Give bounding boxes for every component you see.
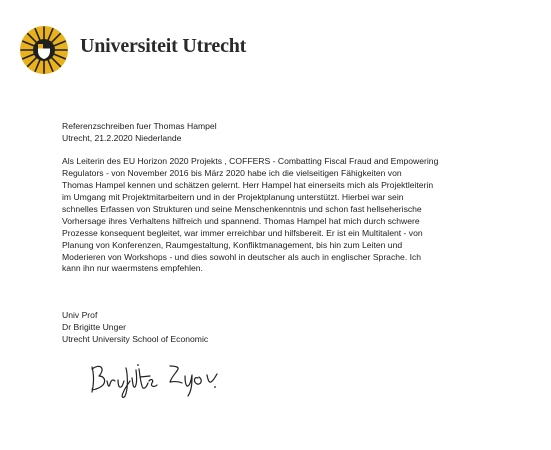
letterhead [18, 24, 338, 74]
letter-subject: Referenzschreiben fuer Thomas Hampel [62, 121, 217, 131]
signatory-title: Univ Prof [62, 310, 98, 321]
paragraph-line: schnelles Erfassen von Strukturen und seine Menschenkenntnis und schon fast hellseherische [62, 203, 422, 214]
letter-place-date: Utrecht, 21.2.2020 Niederlande [62, 132, 182, 143]
university-name: Universiteit Utrecht [80, 35, 247, 57]
paragraph-line: Thomas Hampel kennen und schätzen gelernt. Herr Hampel hat einerseits mich als Projektleiterin [62, 180, 434, 191]
letter-body [62, 121, 532, 346]
paragraph-line: Vorhersage ihres Verhaltens hilfreich und spannend. Thomas Hampel hat mich durch schwere [62, 215, 420, 226]
paragraph-line: Prozesse konsequent begleitet, war immer erreichbar und hilfsbereit. Er ist ein Multitalent - von [62, 227, 423, 238]
paragraph-line: Planung von Konferenzen, Raumgestaltung, Konfliktmanagement, bis hin zum Leiten und [62, 239, 403, 250]
university-seal-icon [18, 24, 70, 76]
handwritten-signature-icon [88, 360, 228, 400]
paragraph-line: kann ihn nur waermstens empfehlen. [62, 263, 203, 274]
signatory-affiliation: Utrecht University School of Economic [62, 334, 209, 345]
paragraph-line: Moderieren von Workshops - und dies sowohl in deutscher als auch in englischer Sprache. Ich [62, 251, 422, 262]
signatory-name: Dr Brigitte Unger [62, 322, 126, 333]
paragraph-line: Regulators - von November 2016 bis März 2020 habe ich die vielseitigen Fähigkeiten von [62, 168, 402, 179]
paragraph-line: im Umgang mit Projektmitarbeitern und in der Projektplanung unterstützt. Hierbei war sein [62, 192, 404, 203]
paragraph-line: Als Leiterin des EU Horizon 2020 Projekts , COFFERS - Combatting Fiscal Fraud and Empowering [62, 156, 439, 167]
letter-paragraph [62, 156, 532, 275]
